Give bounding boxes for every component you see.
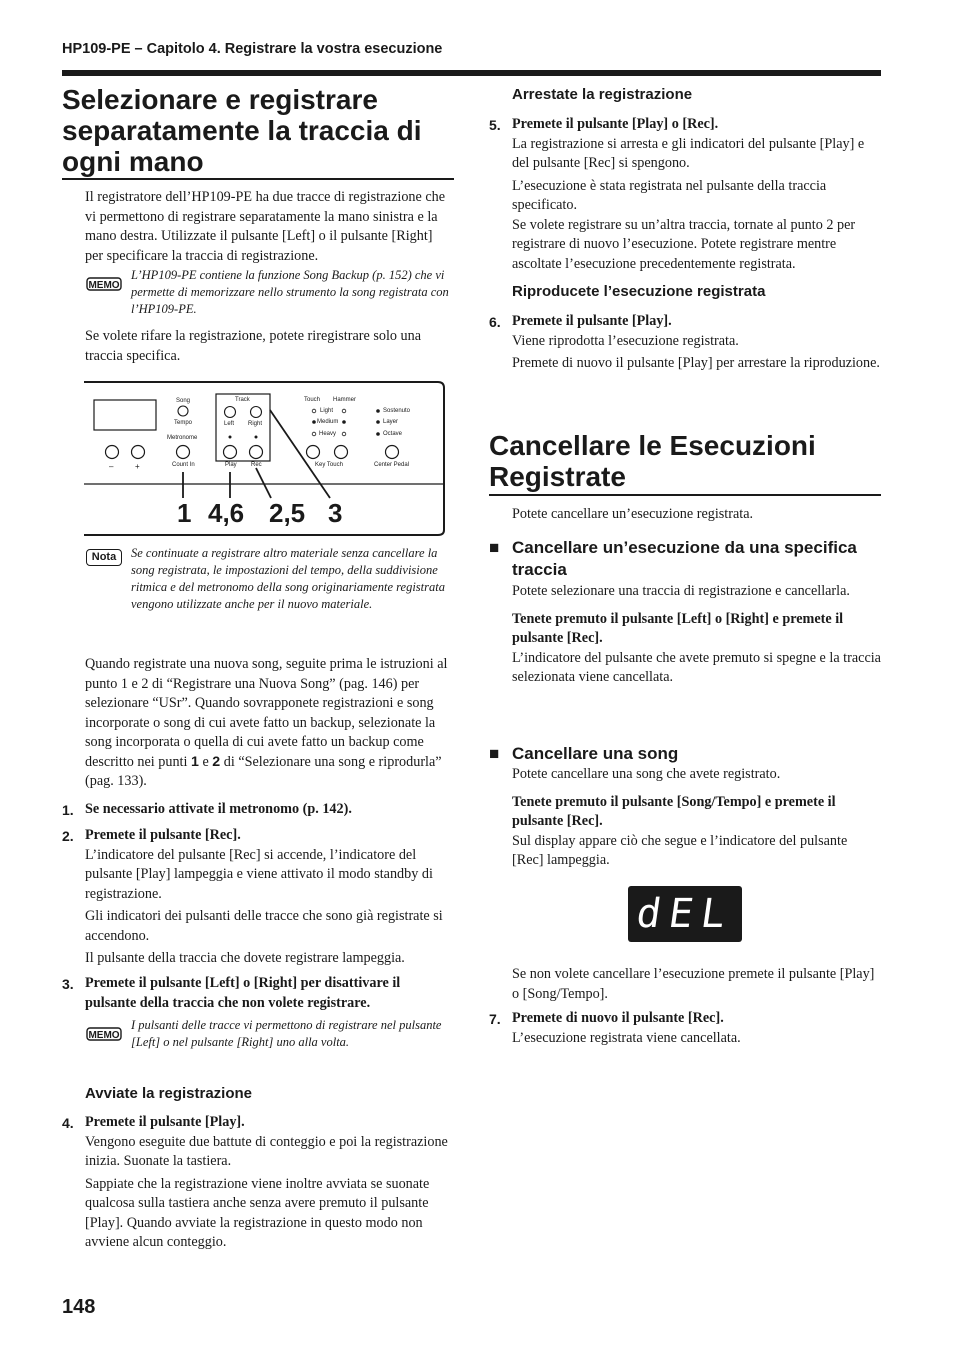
header-rule [62, 70, 881, 76]
step-7-number: 7. [489, 1011, 501, 1027]
title2-rule [489, 494, 881, 496]
step-7-body [512, 1009, 882, 1048]
label-play: Play [225, 462, 237, 468]
panel-diagram-drawing [84, 380, 446, 537]
cancel-abort-text: Se non volete cancellare l’esecuzione premete il pulsante [Play] o [Song/Tempo]. [512, 966, 875, 1002]
square-bullet-icon: ■ [489, 538, 500, 557]
callout-3: 3 [328, 498, 343, 528]
sec1-text-2: L’indicatore del pulsante che avete premuto si spegne e la traccia selezionata viene cancellata. [512, 649, 881, 685]
title-line-1: Selezionare e registrare [62, 84, 378, 115]
memo-icon [86, 275, 122, 293]
subheading-arrestate: Arrestate la registrazione [512, 86, 693, 103]
callout-4-6: 4,6 [208, 498, 245, 528]
step-5-body [512, 115, 882, 274]
label-sostenuto: Sostenuto [383, 408, 411, 414]
sec2-body [512, 765, 882, 871]
label-center-pedal: Center Pedal [374, 462, 410, 468]
sec1-text-1: Potete selezionare una traccia di registrazione e cancellarla. [512, 583, 850, 599]
step-3-title: Premete il pulsante [Left] o [Right] per disattivare il pulsante della traccia che non volete registrare. [85, 975, 401, 1011]
title2-line-1: Cancellare le Esecuzioni [489, 430, 816, 461]
label-metronome: Metronome [167, 435, 198, 441]
new-song-step-1: 1 [191, 753, 199, 770]
running-header: HP109-PE – Capitolo 4. Registrare la vostra esecuzione [62, 41, 443, 57]
panel-diagram [84, 380, 446, 537]
new-song-paragraph [85, 655, 454, 792]
label-song: Song [176, 398, 191, 404]
new-song-text-b: di “Selezionare una song e riprodurla” (pag. 133). [85, 753, 442, 789]
step-4-text-2: Sappiate che la registrazione viene inoltre avviata se suonate qualcosa sulla tastiera anche senza avere premuto il pulsante [Play]. Quando avviate la registrazione in questo modo non avviene alcun conteggio. [85, 1175, 430, 1250]
label-key-touch: Key Touch [315, 462, 343, 468]
subsection-cancel-song-title: Cancellare una song [512, 744, 679, 763]
step-2-body [85, 826, 454, 969]
sec2-instruction: Tenete premuto il pulsante [Song/Tempo] e premete il pulsante [Rec]. [512, 793, 836, 829]
sec2-text-2: Sul display appare ciò che segue e l’indicatore del pulsante [Rec] lampeggia. [512, 832, 848, 868]
step-2-title: Premete il pulsante [Rec]. [85, 827, 241, 843]
title-rule [62, 178, 454, 180]
step-5-number: 5. [489, 117, 501, 133]
step-6-number: 6. [489, 314, 501, 330]
step-7-title: Premete di nuovo il pulsante [Rec]. [512, 1010, 724, 1026]
memo-note-backup: L’HP109-PE contiene la funzione Song Backup (p. 152) che vi permette di memorizzare nello strumento la song registrata con l’HP109-PE. [131, 268, 449, 316]
intro-paragraph: Il registratore dell’HP109-PE ha due tracce di registrazione che vi permettono di registrare separatamente la mano sinistra e la mano destra. Utilizzate il pulsante [Left] o il pulsante [Right] per specificare la traccia di registrazione. [85, 189, 446, 264]
step-7-text-1: L’esecuzione registrata viene cancellata. [512, 1029, 741, 1046]
led-display-text: dEL [633, 891, 737, 937]
step-6-body [512, 312, 882, 374]
title-line-3: ogni mano [62, 146, 204, 177]
step-6-text-1: Viene riprodotta l’esecuzione registrata. [512, 332, 739, 349]
section-title-right [489, 430, 881, 492]
step-4-body [85, 1113, 454, 1253]
callout-1: 1 [177, 498, 192, 528]
new-song-text-a: Quando registrate una nuova song, seguite prima le istruzioni al punto 1 e 2 di “Registrare una Nuova Song” (pag. 146) per selezionare “USr”. Quando sovrapponete registrazioni e song incorporate o song di cui avete fatto un backup, selezionate la song incorporata o quella di cui avete fatto un backup come descritto nei punti [85, 656, 448, 770]
label-heavy: Heavy [319, 431, 337, 437]
step-3-number: 3. [62, 976, 74, 992]
subsection-cancel-track-title: Cancellare un’esecuzione da una specifica traccia [512, 538, 857, 579]
led-display [628, 886, 742, 942]
step-4-title: Premete il pulsante [Play]. [85, 1114, 245, 1130]
title-line-2: separatamente la traccia di [62, 115, 422, 146]
label-left: Left [224, 421, 235, 427]
label-right: Right [248, 421, 263, 427]
label-medium: Medium [317, 419, 339, 425]
label-track: Track [235, 397, 250, 403]
label-touch: Touch [304, 397, 321, 403]
svg-text:MEMO: MEMO [88, 280, 120, 291]
label-octave: Octave [383, 431, 403, 437]
new-song-step-2: 2 [212, 753, 221, 770]
redo-paragraph: Se volete rifare la registrazione, potete riregistrare solo una traccia specifica. [85, 328, 422, 364]
step-5-text-3: Se volete registrare su un’altra traccia, tornate al punto 2 per registrare di nuovo l’esecuzione. Potete registrare mentre ascoltate l’esecuzione precedentemente registrata. [512, 216, 856, 272]
square-bullet-icon: ■ [489, 744, 500, 763]
callout-2-5: 2,5 [269, 498, 306, 528]
sec2-text-1: Potete cancellare una song che avete registrato. [512, 766, 781, 782]
memo-note-tracks: I pulsanti delle tracce vi permettono di registrare nel pulsante [Left] o nel pulsante [Right] uno alla volta. [131, 1018, 442, 1049]
nota-badge: Nota [86, 549, 122, 566]
step-6-text-2: Premete di nuovo il pulsante [Play] per arrestare la riproduzione. [512, 355, 880, 371]
label-rec: Rec [251, 462, 262, 468]
cancel-intro: Potete cancellare un’esecuzione registrata. [512, 506, 754, 522]
step-5-title: Premete il pulsante [Play] o [Rec]. [512, 116, 719, 132]
sec1-body [512, 582, 882, 688]
step-6-title: Premete il pulsante [Play]. [512, 313, 672, 329]
memo-icon [86, 1025, 122, 1043]
step-2-text-2: Gli indicatori dei pulsanti delle tracce che sono già registrate si accendono. [85, 908, 443, 944]
sec1-instruction: Tenete premuto il pulsante [Left] o [Right] e premete il pulsante [Rec]. [512, 610, 844, 646]
step-5-text-2: L’esecuzione è stata registrata nel pulsante della traccia specificato. [512, 177, 827, 213]
label-light: Light [320, 408, 334, 414]
step-2-number: 2. [62, 828, 74, 844]
label-tempo: Tempo [174, 420, 193, 426]
step-1-title: Se necessario attivate il metronomo (p. 142). [85, 801, 352, 817]
nota-text: Se continuate a registrare altro materiale senza cancellare la song registrata, le impostazioni del tempo, della suddivisione ritmica e del metronomo della song originariamente registrata vengono utilizzate anche per il nuovo materiale. [131, 546, 445, 611]
step-2-text-1: L’indicatore del pulsante [Rec] si accende, l’indicatore del pulsante [Play] lampeggia e viene attivato il modo standby di registrazione. [85, 846, 433, 902]
title2-line-2: Registrate [489, 461, 626, 492]
section-title-left [62, 84, 454, 177]
new-song-and: e [202, 753, 209, 770]
step-2-text-3: Il pulsante della traccia che dovete registrare lampeggia. [85, 950, 405, 966]
label-hammer: Hammer [333, 397, 357, 403]
page-number: 148 [62, 1296, 96, 1318]
subheading-avviate: Avviate la registrazione [85, 1085, 253, 1102]
label-layer: Layer [383, 419, 399, 425]
label-count-in: Count In [172, 462, 195, 468]
svg-text:MEMO: MEMO [88, 1030, 120, 1041]
step-5-text-1: La registrazione si arresta e gli indicatori del pulsante [Play] e del pulsante [Rec] si spengono. [512, 135, 865, 171]
step-1-number: 1. [62, 802, 74, 818]
subheading-riproducete: Riproducete l’esecuzione registrata [512, 283, 766, 300]
label-plus: + [135, 462, 140, 471]
step-4-number: 4. [62, 1115, 74, 1131]
label-minus: – [109, 462, 114, 471]
step-4-text-1: Vengono eseguite due battute di conteggio e poi la registrazione inizia. Suonate la tastiera. [85, 1133, 448, 1169]
